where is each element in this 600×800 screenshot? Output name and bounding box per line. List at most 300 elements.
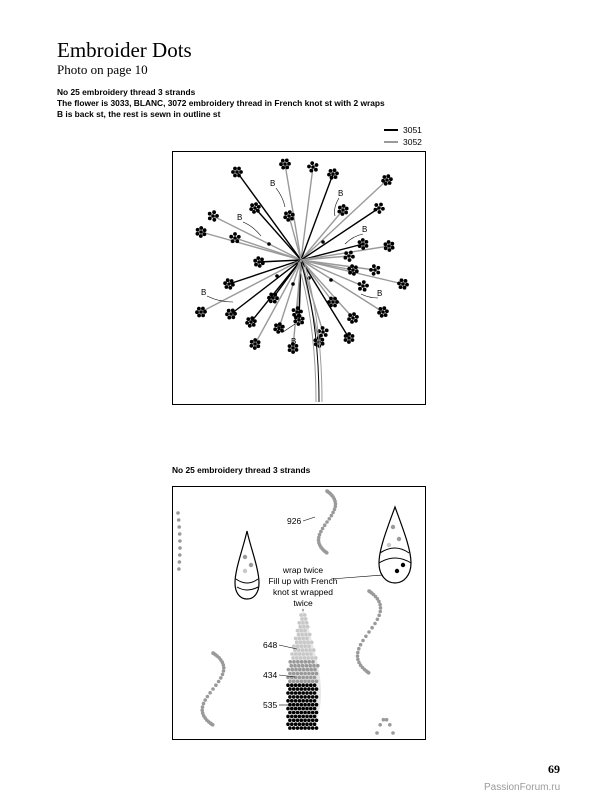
fill-knot (305, 637, 309, 641)
fill-knot (300, 719, 304, 723)
outline-knot (202, 702, 206, 706)
french-knot (345, 207, 349, 211)
fill-knot (298, 652, 302, 656)
fill-knot (296, 660, 300, 664)
fill-knot (295, 641, 299, 645)
outline-knot (378, 603, 382, 607)
french-knot (291, 350, 295, 354)
french-knot (376, 271, 380, 275)
french-knot (295, 348, 299, 352)
fill-knot (300, 703, 304, 707)
drop-dot (243, 555, 247, 559)
fill-knot (303, 687, 307, 691)
french-knot (347, 336, 351, 340)
fill-knot (298, 691, 302, 695)
french-knot (351, 255, 355, 259)
outline-knot (321, 527, 325, 531)
fill-knot (305, 652, 309, 656)
french-knot (344, 334, 348, 338)
french-knot (387, 244, 391, 248)
fill-knot (288, 711, 292, 715)
french-knot (284, 212, 288, 216)
fill-knot (309, 691, 313, 695)
fill-knot (296, 687, 300, 691)
french-knot (226, 278, 230, 282)
fill-knot (300, 633, 304, 637)
fill-knot (300, 711, 304, 715)
fill-knot (301, 676, 305, 680)
french-knot (252, 323, 256, 327)
label-leaders (279, 517, 383, 705)
french-knot (297, 322, 301, 326)
fill-knot (309, 652, 313, 656)
drop-band (379, 558, 411, 563)
fill-knot (286, 699, 290, 703)
fill-knot (307, 703, 311, 707)
fill-knot (301, 715, 305, 719)
fill-knot (300, 617, 304, 621)
french-knot (372, 272, 376, 276)
french-knot (288, 348, 292, 352)
backstitch-label: B (270, 179, 276, 188)
fill-knot (307, 687, 311, 691)
fill-knot (303, 644, 307, 648)
fill-knot (294, 637, 298, 641)
fill-knot (303, 656, 307, 660)
french-knot (275, 274, 279, 278)
fill-knot (299, 641, 303, 645)
french-knot (344, 256, 348, 260)
fill-knot (298, 625, 302, 629)
french-knot (258, 264, 262, 268)
fill-knot (294, 683, 298, 687)
french-knot (291, 282, 295, 286)
french-knot (388, 181, 392, 185)
outline-knot (208, 691, 212, 695)
fill-knot (302, 625, 306, 629)
french-knot (301, 317, 305, 321)
fill-knot (309, 722, 313, 726)
french-knot (208, 212, 212, 216)
french-knot (365, 244, 369, 248)
fill-knot (291, 656, 295, 660)
french-knot (354, 319, 358, 323)
fill-knot (301, 722, 305, 726)
fill-knot (301, 699, 305, 703)
fill-knot (297, 633, 301, 637)
french-knot (391, 246, 395, 250)
french-knot (273, 293, 277, 297)
french-knot (239, 170, 243, 174)
french-knot (369, 268, 373, 272)
outline-knot (221, 673, 225, 677)
fill-knot (311, 719, 315, 723)
french-knot (227, 316, 231, 320)
french-knot (235, 239, 239, 243)
raindrop-pattern (173, 487, 425, 739)
fill-knot (316, 664, 320, 668)
french-knot (310, 161, 314, 165)
dandelion-pattern (173, 152, 425, 404)
fill-knot (292, 660, 296, 664)
drop-dot (397, 537, 401, 541)
fill-knot (301, 664, 305, 668)
fill-knot (315, 703, 319, 707)
french-knot (321, 342, 325, 346)
backstitch-label: B (237, 213, 243, 222)
legend-swatch (384, 141, 398, 143)
french-knot (201, 314, 205, 318)
legend-item (384, 124, 422, 136)
fill-knot (310, 656, 314, 660)
fill-knot (315, 726, 319, 730)
french-knot (361, 238, 365, 242)
french-knot (228, 286, 232, 290)
french-knot (333, 168, 337, 172)
french-knot (327, 173, 331, 177)
instruction-line: The flower is 3033, BLANC, 3072 embroidery thread in French knot st with 2 wraps (57, 98, 385, 108)
french-knot (321, 330, 325, 334)
fill-knot (307, 711, 311, 715)
french-knot (354, 265, 358, 269)
page-subtitle: Photo on page 10 (57, 62, 148, 77)
drop-band (380, 548, 409, 553)
french-knot (327, 300, 331, 304)
french-knot (250, 203, 254, 207)
french-knot (358, 282, 362, 286)
fill-knot (312, 648, 316, 652)
fill-knot (288, 672, 292, 676)
fill-knot (298, 668, 302, 672)
fill-knot (311, 660, 315, 664)
fill-knot (304, 648, 308, 652)
fill-knot (298, 683, 302, 687)
french-knot (291, 346, 295, 350)
wrap-note: wrap twice (282, 565, 324, 575)
fill-knot (303, 711, 307, 715)
fill-knot (300, 672, 304, 676)
french-knot (267, 296, 271, 300)
fill-knot (288, 695, 292, 699)
fill-knot (306, 668, 310, 672)
fill-knot (300, 680, 304, 684)
french-knot (254, 202, 258, 206)
french-knot (377, 311, 381, 315)
french-knot (227, 282, 231, 286)
french-knot (281, 166, 285, 170)
french-knot (273, 300, 277, 304)
french-knot (349, 251, 353, 255)
fill-knot (306, 641, 310, 645)
french-knot (296, 306, 300, 310)
french-knot (281, 159, 285, 163)
fill-knot (305, 683, 309, 687)
fill-knot (307, 695, 311, 699)
fill-knot (309, 668, 313, 672)
fill-knot (288, 726, 292, 730)
fill-knot (313, 707, 317, 711)
fill-knot (292, 687, 296, 691)
french-knot (321, 326, 325, 330)
fill-knot (315, 680, 319, 684)
french-knot (344, 211, 348, 215)
french-knot (384, 246, 388, 250)
french-knot (361, 242, 365, 246)
fill-knot (308, 648, 312, 652)
outline-knot (375, 731, 379, 735)
french-knot (309, 169, 313, 173)
french-knot (342, 204, 346, 208)
french-knot (348, 271, 352, 275)
fill-knot (294, 691, 298, 695)
outline-knot (356, 651, 360, 655)
outline-knot (382, 718, 386, 722)
fill-knot (306, 656, 310, 660)
fill-knot (309, 699, 313, 703)
outline-knot (177, 567, 181, 571)
outline-knot (211, 687, 215, 691)
french-knot (372, 264, 376, 268)
fill-knot (288, 680, 292, 684)
french-knot (341, 208, 345, 212)
thread-legend (384, 124, 422, 148)
french-knot (387, 240, 391, 244)
fill-knot (303, 629, 307, 633)
french-knot (199, 226, 203, 230)
french-knot (381, 179, 385, 183)
fill-knot (286, 715, 290, 719)
french-knot (253, 338, 257, 342)
fill-knot (301, 683, 305, 687)
french-knot (315, 163, 319, 167)
outline-knot (364, 635, 368, 639)
fill-knot (287, 668, 291, 672)
french-knot (196, 228, 200, 232)
fill-knot (292, 719, 296, 723)
french-knot (405, 283, 409, 287)
french-knot (324, 333, 328, 337)
raindrop-pattern-panel (172, 486, 426, 740)
fill-knot (303, 695, 307, 699)
french-knot (225, 312, 229, 316)
french-knot (203, 232, 207, 236)
fill-knot (301, 637, 305, 641)
outline-knot (376, 618, 380, 622)
fill-knot (292, 711, 296, 715)
fill-knot (309, 676, 313, 680)
legend-item (384, 136, 422, 148)
french-knot (197, 314, 201, 318)
outline-knot (377, 614, 381, 618)
french-knot (329, 278, 333, 282)
fill-knot (290, 691, 294, 695)
french-knot (253, 206, 257, 210)
french-knot (382, 306, 386, 310)
outline-knot (388, 723, 392, 727)
french-knot (287, 162, 291, 166)
flower-stem (301, 210, 343, 260)
fill-knot (307, 644, 311, 648)
backstitch-label: B (377, 289, 383, 298)
french-knot (329, 304, 333, 308)
color-code-535: 535 (263, 700, 278, 710)
french-knot (361, 284, 365, 288)
french-knot (350, 320, 354, 324)
french-knot (399, 285, 403, 289)
french-knot (403, 286, 407, 290)
fill-knot (298, 637, 302, 641)
french-knot (257, 340, 261, 344)
french-knot (260, 258, 264, 262)
drop-dot (249, 563, 253, 567)
french-knot (256, 344, 260, 348)
fill-knot (307, 672, 311, 676)
fill-knot (302, 668, 306, 672)
french-knot (383, 175, 387, 179)
french-knot (253, 342, 257, 346)
french-knot (237, 174, 241, 178)
fill-knot (296, 644, 300, 648)
french-knot (233, 232, 237, 236)
fill-knot (299, 629, 303, 633)
outline-knot (357, 647, 361, 651)
french-knot (376, 266, 380, 270)
french-knot (321, 240, 325, 244)
french-knot (237, 235, 241, 239)
fill-knot (305, 664, 309, 668)
french-knot (352, 272, 356, 276)
french-knot (250, 340, 254, 344)
french-knot (225, 285, 229, 289)
outline-knot (330, 514, 334, 518)
color-code-434: 434 (263, 670, 278, 680)
french-knot (286, 218, 290, 222)
french-knot (374, 208, 378, 212)
french-knot (404, 279, 408, 283)
backstitch-label: B (277, 323, 283, 332)
fill-knot (292, 680, 296, 684)
fill-knot (286, 722, 290, 726)
french-knot (250, 344, 254, 348)
french-knot (335, 300, 339, 304)
fill-knot (303, 703, 307, 707)
french-knot (365, 240, 369, 244)
fill-knot (294, 699, 298, 703)
french-knot (257, 205, 261, 209)
fill-knot (304, 660, 308, 664)
wrap-note: twice (293, 598, 313, 608)
french-knot (252, 210, 256, 214)
french-knot (245, 321, 249, 325)
french-knot (400, 278, 404, 282)
french-knot (377, 206, 381, 210)
outline-knot (177, 525, 181, 529)
fill-knot (303, 613, 307, 617)
french-knot (233, 167, 237, 171)
french-knot (269, 293, 273, 297)
fill-knot (290, 699, 294, 703)
fill-knot (295, 656, 299, 660)
color-code-926: 926 (287, 516, 302, 526)
french-knot (355, 269, 359, 273)
french-knot (275, 296, 279, 300)
french-knot (257, 260, 261, 264)
legend-label: 3052 (403, 137, 422, 147)
french-knot (358, 287, 362, 291)
french-knot (347, 340, 351, 344)
french-knot (287, 214, 291, 218)
french-knot (283, 162, 287, 166)
fill-knot (302, 652, 306, 656)
drop-dot (401, 563, 405, 567)
outline-knot (379, 606, 383, 610)
fill-knot (290, 652, 294, 656)
french-knot (256, 209, 260, 213)
french-knot (279, 162, 283, 166)
french-knot (362, 280, 366, 284)
fill-knot (296, 680, 300, 684)
fill-knot (311, 711, 315, 715)
flower-stem (201, 232, 301, 260)
french-knot (335, 172, 339, 176)
french-knot (253, 259, 257, 263)
french-knot (320, 338, 324, 342)
fill-knot (305, 722, 309, 726)
fill-knot (313, 722, 317, 726)
fill-knot (313, 715, 317, 719)
outlined-drop (235, 531, 259, 599)
french-knot (203, 310, 207, 314)
flower-stem (251, 260, 301, 322)
french-knot (231, 239, 235, 243)
fill-knot (294, 668, 298, 672)
instruction-line: No 25 embroidery thread 3 strands (57, 87, 196, 97)
fill-knot (307, 660, 311, 664)
fill-knot (300, 726, 304, 730)
backstitch-label: B (362, 225, 368, 234)
flower-stem (301, 167, 313, 260)
french-knot (261, 261, 265, 265)
wrap-note: knot st wrapped (272, 587, 334, 597)
fill-knot (293, 664, 297, 668)
french-knot (351, 338, 355, 342)
french-knot (197, 307, 201, 311)
fill-knot (314, 656, 318, 660)
french-knot (300, 321, 304, 325)
fill-knot (303, 719, 307, 723)
fill-knot (297, 664, 301, 668)
fill-knot (307, 719, 311, 723)
french-knot (253, 319, 257, 323)
french-knot (294, 316, 298, 320)
fill-knot (301, 707, 305, 711)
fill-knot (313, 691, 317, 695)
french-knot (231, 283, 235, 287)
fill-knot (288, 660, 292, 664)
fill-knot (286, 707, 290, 711)
french-knot (212, 210, 216, 214)
flower-stem (301, 174, 333, 260)
fill-knot (311, 695, 315, 699)
french-knot (297, 318, 301, 322)
fill-knot (296, 695, 300, 699)
fill-knot (290, 683, 294, 687)
fill-knot (301, 621, 305, 625)
french-knot (199, 234, 203, 238)
fill-knot (309, 707, 313, 711)
fill-knot (290, 668, 294, 672)
french-knot (269, 299, 273, 303)
